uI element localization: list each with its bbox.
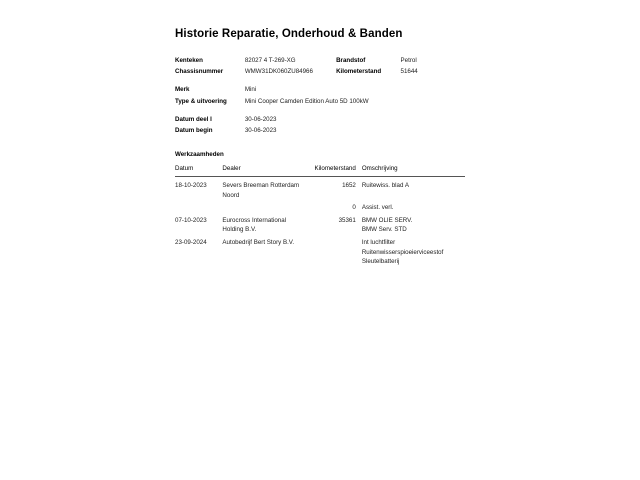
cell-date: 23-09-2024	[175, 239, 207, 247]
table-row	[175, 235, 465, 267]
brandstof-value: Petrol	[400, 57, 417, 64]
spacer-row	[175, 78, 465, 85]
type-uitvoering-label: Type & uitvoering	[175, 97, 227, 105]
cell-description	[362, 213, 465, 235]
datum-deel-1-label: Datum deel I	[175, 115, 212, 123]
identification-row	[175, 85, 465, 96]
works-table-header	[175, 164, 465, 176]
vehicle-identification-block	[175, 56, 465, 137]
brandstof-label: Brandstof	[336, 57, 366, 64]
description-line: Int luchtfilter	[361, 239, 396, 247]
description-line: Sleutelbatterij	[361, 258, 400, 266]
datum-deel-1-value: 30-06-2023	[244, 115, 277, 123]
kenteken-value: 82027 4 T-269-XG	[244, 57, 296, 64]
cell-km: 0	[352, 204, 356, 212]
cell-date: 18-10-2023	[175, 182, 207, 190]
works-header-row	[175, 164, 465, 176]
spacer-row	[175, 108, 465, 115]
works-table-body	[175, 177, 465, 267]
datum-begin-label: Datum begin	[175, 127, 213, 135]
description-line: Ruitenwisserspioeierviceestof	[361, 248, 444, 256]
kilometerstand-value: 51644	[400, 68, 418, 76]
identification-row	[175, 126, 465, 137]
identification-table	[175, 56, 465, 137]
description-line: BMW OLIE SERV.	[361, 216, 413, 224]
identification-row	[175, 97, 465, 108]
cell-dealer: Severs Breeman Rotterdam Noord	[222, 182, 300, 199]
cell-km: 1652	[342, 182, 356, 190]
datum-begin-value: 30-06-2023	[244, 127, 277, 135]
chassisnummer-label: Chassisnummer	[175, 68, 224, 76]
cell-description	[362, 177, 465, 201]
cell-description	[362, 200, 465, 213]
column-header-dealer: Dealer	[222, 164, 310, 176]
column-header-km: Kilometerstand	[310, 164, 362, 176]
works-section-heading: Werkzaamheden	[175, 151, 224, 159]
cell-date: 07-10-2023	[175, 216, 207, 224]
table-row	[175, 200, 465, 213]
merk-label: Merk	[175, 86, 190, 94]
kilometerstand-label: Kilometerstand	[336, 68, 382, 76]
identification-row	[175, 115, 465, 126]
kenteken-label: Kenteken	[175, 57, 203, 64]
cell-description	[362, 235, 465, 267]
cell-dealer: Eurocross International Holding B.V.	[222, 216, 287, 234]
works-table	[175, 164, 465, 266]
cell-km	[310, 235, 362, 267]
description-line: Ruitewiss. blad A	[361, 182, 409, 190]
type-uitvoering-value: Mini Cooper Camden Edition Auto 5D 100kW	[244, 97, 369, 105]
chassisnummer-value: WMW31DK060ZU84966	[244, 68, 313, 76]
description-line: Assist. verl.	[361, 204, 394, 212]
identification-row	[175, 56, 465, 67]
merk-value: Mini	[244, 86, 257, 94]
cell-dealer	[222, 200, 310, 213]
identification-row	[175, 67, 465, 78]
column-header-description: Omschrijving	[362, 164, 465, 176]
description-line: BMW Serv. STD	[361, 226, 407, 234]
cell-km: 35361	[338, 216, 356, 224]
table-row	[175, 213, 465, 235]
document-content	[175, 28, 475, 267]
page-title: Historie Reparatie, Onderhoud & Banden	[175, 28, 403, 40]
column-header-date: Datum	[175, 164, 222, 176]
cell-dealer: Autobedrijf Bert Story B.V.	[222, 239, 295, 247]
table-row	[175, 177, 465, 201]
cell-date	[175, 200, 222, 213]
